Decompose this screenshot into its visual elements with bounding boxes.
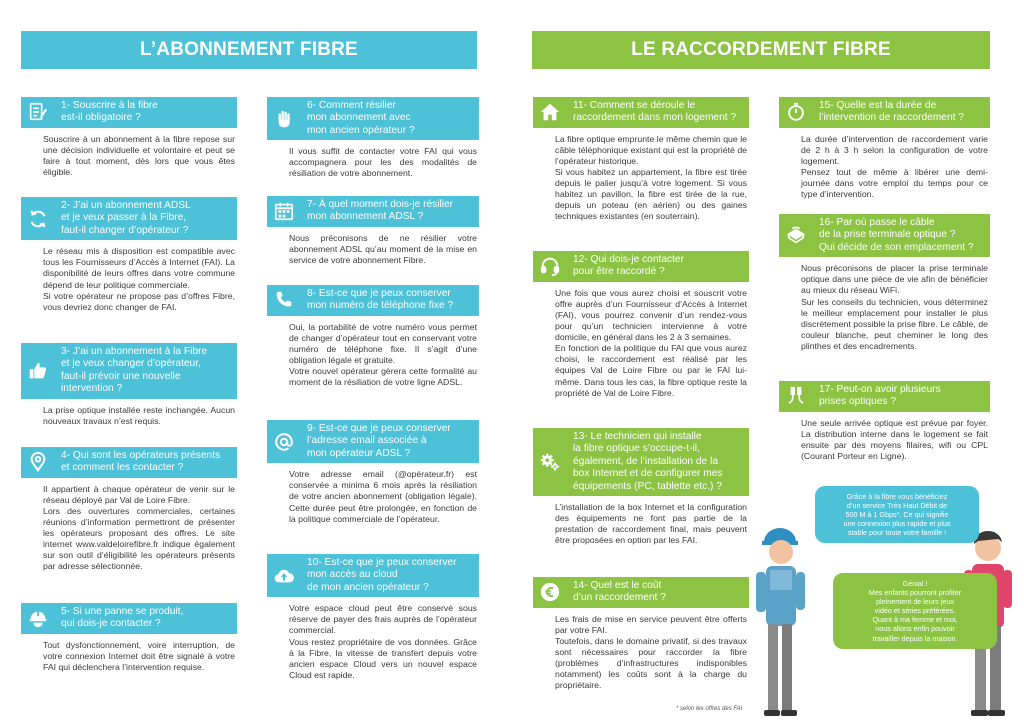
section-title: 8- Est-ce que je peux conserver mon numéro de téléphone fixe ? [307,288,454,312]
right-banner: LE RACCORDEMENT FIBRE [532,31,990,69]
location-pin-icon [21,447,55,478]
worker-helmet-icon [21,603,55,634]
hand-stop-icon [267,97,301,140]
section-title: 17- Peut-on avoir plusieurs prises optiques ? [819,384,941,408]
section-body: Il vous suffit de contacter votre FAI qui vous accompagnera pour les des modalités de résiliation de votre abonnement. [289,146,477,179]
section-q9 [267,420,479,525]
section-body: La fibre optique emprunte le même chemin que le câble téléphonique existant qui est la propriété de l’opérateur historique. Si vous habitez un appartement, la fibre est tirée depuis le palier jusqu’à votre logement. Si vous habitez un pavillon, la fibre est tirée de la rue, depuis un poteau (en aérien) ou des gaines techniques existantes (en souterrain). [555,133,747,222]
section-q15 [779,97,990,200]
section-q5 [21,603,237,673]
section-title: 9- Est-ce que je peux conserver l’adresse email associée à mon opérateur ADSL ? [307,423,451,459]
section-body: Tout dysfonctionnement, voire interruption, de votre connexion Internet doit être signalé à votre FAI qui déclenchera l’intervention requise. [43,639,235,672]
section-q16 [779,214,990,352]
section-q8 [267,285,479,388]
section-q11 [533,97,749,223]
section-title: 6- Comment résilier mon abonnement avec mon ancien opérateur ? [307,100,415,136]
section-body: Une fois que vous aurez choisi et souscrit votre offre auprès d’un Fournisseur d’Accès à Internet (FAI), vous pourrez convenir d’un rendez-vous pour qu’un technicien intervienne à votre domicile, en général dans les 2 à 3 semaines. En fonction de la politique du FAI que vous aurez choisi, le raccordement est réalisé par les équipes Val de Loire Fibre ou par le FAI lui-même. Dans tous les cas, la fibre optique reste la propriété de Val de Loire Fibre. [555,287,747,398]
section-title: 15- Quelle est la durée de l’intervention de raccordement ? [819,100,964,124]
section-title: 3- J’ai un abonnement à la Fibre et je veux changer d’opérateur, faut-il prévoir une nouvelle intervention ? [61,346,208,395]
section-body: Nous préconisons de ne résilier votre abonnement ADSL qu’au moment de la mise en service de votre abonnement Fibre. [289,232,477,265]
section-title: 10- Est-ce que je peux conserver mon accès au cloud de mon ancien opérateur ? [307,557,457,593]
section-title: 5- Si une panne se produit, qui dois-je contacter ? [61,606,184,630]
section-q7 [267,196,479,266]
section-title: 14- Quel est le coût d’un raccordement ? [573,580,666,604]
speech-bubble-customer: Génial ! Mes enfants pourront profiter pleinement de leurs jeux vidéo et séries préférées. Quant à ma femme et moi, nous allons enfin pouvoir travailler depuis la maison. [833,573,997,649]
section-body: L’installation de la box Internet et la configuration des équipements ne font pas partie de la prestation de raccordement final, mais peuvent être proposées en option par les FAI. [555,502,747,546]
left-banner: L’ABONNEMENT FIBRE [21,31,477,69]
section-q10 [267,554,479,681]
section-q14 [533,577,749,691]
section-q2 [21,197,237,313]
section-q1 [21,97,237,178]
euro-icon [533,577,567,608]
section-title: 7- À quel moment dois-je résilier mon abonnement ADSL ? [307,199,454,223]
section-body: La prise optique installée reste inchangée. Aucun nouveaux travaux n’est requis. [43,404,235,426]
section-q6 [267,97,479,180]
section-body: Les frais de mise en service peuvent être offerts par votre FAI. Toutefois, dans le domaine privatif, si des travaux sont nécessaires pour raccorder la fibre (problèmes d’infrastructures indisponibles notamment) les coûts sont à la charge du propriétaire. [555,613,747,691]
section-body: Oui, la portabilité de votre numéro vous permet de changer d’opérateur tout en conservant votre numéro de téléphone fixe. Il s’agit d’une obligation légale et gratuite. Votre nouvel opérateur gèrera cette formalité au moment de la résiliation de votre ligne ADSL. [289,321,477,388]
section-q3 [21,343,237,427]
section-q12 [533,251,749,399]
section-body: Le réseau mis à disposition est compatible avec tous les Fournisseurs d’Accès à Internet (FAI). La disponibilité de leurs offres dans votre commune dépend de leur politique commerciale. Si votre opérateur ne propose pas d’offres Fibre, vous devriez donc changer de FAI. [43,246,235,312]
form-icon [21,97,55,128]
cloud-upload-icon [267,554,301,597]
fiber-plug-icon [779,381,813,412]
stopwatch-icon [779,97,813,128]
technician-figure [756,528,805,716]
router-icon [779,214,813,257]
section-q4 [21,447,237,573]
section-title: 13- Le technicien qui installe la fibre optique s’occupe-t-il, également, de l’installation de la box Internet et de configurer mes équipements (PC, tablette etc.) ? [573,431,723,492]
at-sign-icon [267,420,301,463]
section-title: 12- Qui dois-je contacter pour être raccordé ? [573,254,684,278]
gears-icon [533,428,567,496]
house-icon [533,97,567,128]
section-body: Nous préconisons de placer la prise terminale optique dans une pièce de vie afin de bénéficier au mieux du réseau WiFi. Sur les conseils du technicien, vous déterminez le meilleur emplacement pour installer le plus discrètement possible la prise fibre. Le câble, de couleur blanche, peut cheminer le long des plinthes et des encadrements. [801,263,988,351]
section-title: 16- Par où passe le câble de la prise terminale optique ? Qui décide de son emplacement ? [819,217,974,253]
headset-icon [533,251,567,282]
section-body: Votre espace cloud peut être conservé sous réserve de payer des frais auprès de l’opérateur commercial. Vous restez propriétaire de vos données. Grâce à la Fibre, la vitesse de transfert depuis votre ancien espace Cloud vers un nouvel espace Cloud est rapide. [289,603,477,680]
phone-icon [267,285,301,316]
section-title: 11- Comment se déroule le raccordement dans mon logement ? [573,100,737,124]
section-body: Votre adresse email (@opérateur.fr) est conservée a minima 6 mois après la résiliation de votre ancien abonnement (obligation légale). Cette durée peut être prolongée, en fonction de la politique commerciale de l’opérateur. [289,469,477,524]
section-q17 [779,381,990,462]
footnote: * selon les offres des FAI [676,706,743,712]
section-body: La durée d’intervention de raccordement varie de 2 h à 3 h selon la configuration de votre logement. Pensez tout de même à libérer une demi-journée dans votre emploi du temps pour ce type d’intervention. [801,133,988,200]
section-q13 [533,428,749,546]
section-title: 4- Qui sont les opérateurs présents et comment les contacter ? [61,450,221,474]
section-title: 1- Souscrire à la fibre est-il obligatoire ? [61,100,158,124]
refresh-icon [21,197,55,240]
calendar-icon [267,196,301,227]
section-body: Il appartient à chaque opérateur de venir sur le réseau déployé par Val de Loire Fibre. Lors des ouvertures commerciales, certaines réunions d’information permettront de présenter les opérateurs proposant des offres. Le site internet www.valdeloirefibre.fr indique également sur son outil d’éligibilité les opérateurs présents par adresse sélectionnée. [43,483,235,572]
speech-bubble-technician: Grâce à la fibre vous bénéficiez d’un service Très Haut Débit de 500 M à 1 Gbps*. Ce qui signifie une connexion plus rapide et plus stable pour toute votre famille ! [815,486,979,543]
section-body: Une seule arrivée optique est prévue par foyer. La distribution interne dans le logement se fait ensuite par des moyens filaires, wifi ou CPL (Courant Porteur en Ligne). [801,417,988,462]
section-title: 2- J’ai un abonnement ADSL et je veux passer à la Fibre, faut-il changer d’opérateur ? [61,200,191,236]
section-body: Souscrire à un abonnement à la fibre repose sur une décision individuelle et volontaire et peut se faire à tout moment, dès lors que vous êtes éligible. [43,133,235,178]
thumbs-up-icon [21,343,55,399]
